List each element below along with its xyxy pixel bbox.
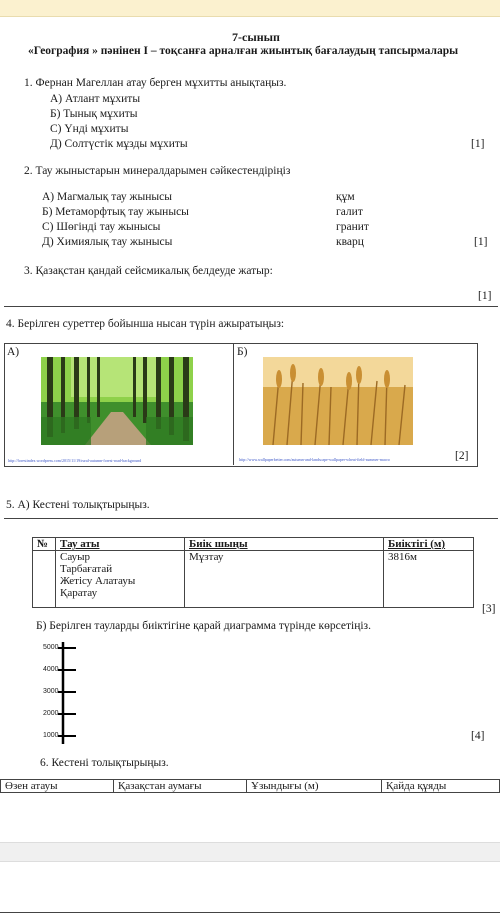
peak-cell: Мұзтау [185,551,384,608]
divider-line [4,306,498,307]
tick-5000: 5000 [43,644,59,651]
q1-option-b: Б) Тынық мұхиты [50,108,138,120]
height-cell: 3816м [384,551,474,608]
col-header-height: Биіктігі (м) [384,538,474,551]
q2-right-2: галит [336,206,363,218]
tick-4000: 4000 [43,666,59,673]
forest-image-source-link[interactable]: http://forestindex.wordpress.com/2015/11/19/rural-autumn-forest-road-background [8,458,142,463]
q1-option-c: С) Үнді мұхиты [50,123,129,135]
wheat-field-image [263,357,413,445]
mountain-name: Жетісу Алатауы [60,575,136,587]
q1-option-a: А) Атлант мұхиты [50,93,141,105]
q2-left-d: Д) Химиялық тау жынысы [42,236,173,248]
q4-score: [2] [455,450,469,462]
q2-left-a: А) Магмалық тау жынысы [42,191,172,203]
forest-road-image [41,357,193,445]
q2-text: 2. Тау жыныстарын минералдарымен сәйкестендіріңіз [24,165,291,177]
q5b-score: [4] [471,730,485,742]
col-header-river: Өзен атауы [1,780,114,793]
q2-score: [1] [474,236,488,248]
col-header-mouth: Қайда құяды [382,780,500,793]
q2-right-4: кварц [336,236,364,248]
q4-text: 4. Берілген суреттер бойынша нысан түрін ажыратыңыз: [6,318,285,330]
q5b-text: Б) Берілген тауларды биіктігіне қарай диаграмма түрінде көрсетіңіз. [36,620,371,632]
q2-right-3: гранит [336,221,369,233]
col-header-number: № [33,538,56,551]
q2-right-1: құм [336,191,355,203]
q1-text: 1. Фернан Магеллан атау берген мұхитты анықтаңыз. [24,77,287,89]
q2-left-c: С) Шөгінді тау жынысы [42,221,161,233]
q4-label-a: А) [7,346,20,358]
tick-1000: 1000 [43,732,59,739]
col-header-territory: Қазақстан аумағы [114,780,247,793]
rivers-table [0,779,500,793]
col-header-peak: Биік шыңы [185,538,384,551]
q1-score: [1] [471,138,485,150]
page-gap [0,842,500,862]
mountain-name: Қаратау [60,587,98,599]
q5a-text: 5. А) Кестені толықтырыңыз. [6,499,150,511]
mountain-name: Сауыр [60,551,91,563]
q3-text: 3. Қазақстан қандай сейсмикалық белдеуде жатыр: [24,265,273,277]
top-toolbar-strip [0,0,500,17]
col-header-length: Ұзындығы (м) [247,780,382,793]
q5a-score: [3] [482,603,496,615]
table-row [33,551,474,608]
q6-text: 6. Кестені толықтырыңыз. [40,757,169,769]
mountain-name: Тарбағатай [60,563,113,575]
next-page-table-edge [0,912,500,913]
tick-2000: 2000 [43,710,59,717]
q2-left-b: Б) Метаморфтық тау жынысы [42,206,189,218]
mountains-table [32,537,474,608]
table-header-row [33,538,474,551]
grade-title: 7-сынып [232,30,280,44]
q1-option-d: Д) Солтүстік мұзды мұхиты [50,138,188,150]
assessment-title: «География » пәнінен І – тоқсанға арналған жиынтық бағалаудың тапсырмалары [28,45,459,57]
tick-3000: 3000 [43,688,59,695]
q4-label-b: Б) [237,346,248,358]
q4-column-divider [233,343,234,465]
table-header-row [1,780,500,793]
q3-score: [1] [478,290,492,302]
divider-line-2 [4,518,498,519]
col-header-mountain: Тау аты [56,538,185,551]
wheat-image-source-link[interactable]: http://www.wallpaperbetter.com/autumn-and-landscape-wallpaper-wheat-field-summer-macro [239,457,390,462]
